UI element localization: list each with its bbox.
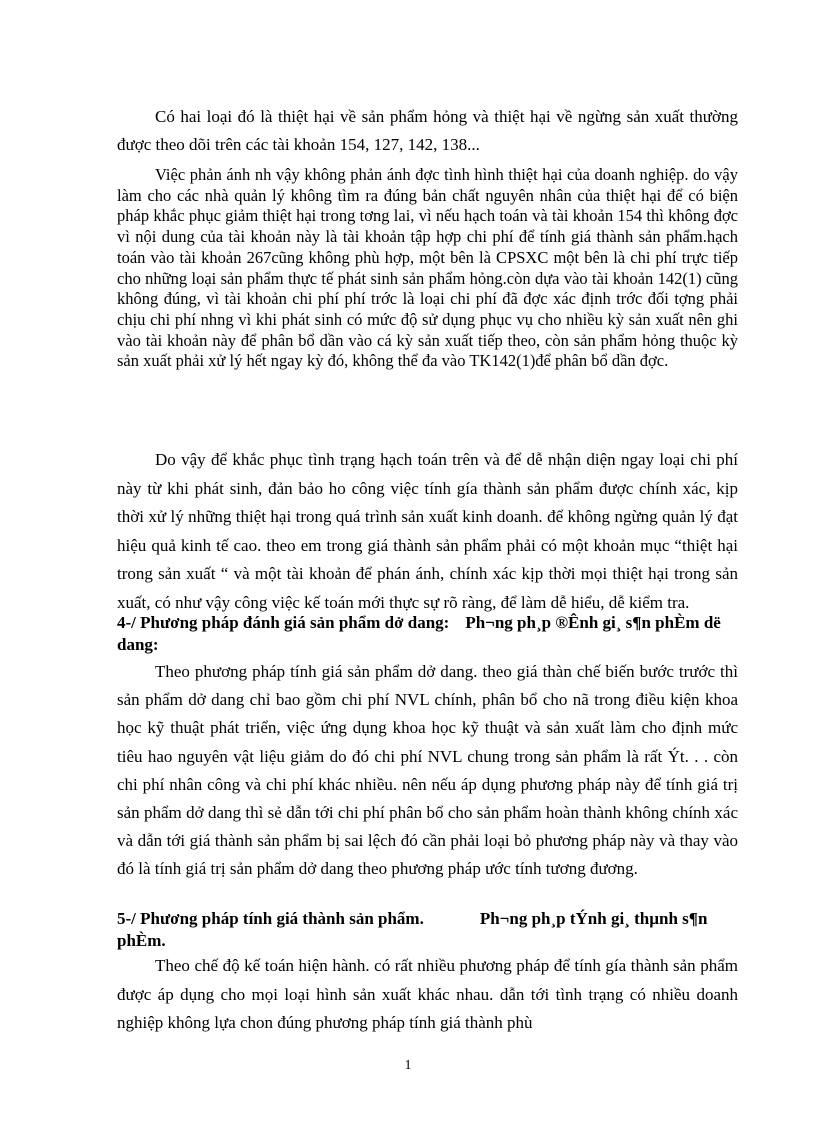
heading-4-garbled: Ph¬ng ph¸p ®Ênh gi¸ s¶n phÈm dë dang: — [117, 613, 721, 654]
paragraph-costing-method: Theo chế độ kế toán hiện hành. có rất nhiều phương pháp để tính gía thành sản phẩm được áp dụng cho mọi loại hình sản xuất khác nhau. dẫn tới tình trạng có nhiều doanh nghiệp không lựa chon đúng phương pháp tính giá thành phù — [117, 956, 738, 1032]
section-heading-4: 4-/ Phương pháp đánh giá sản phẩm dở dang: Ph¬ng ph¸p ®Ênh gi¸ s¶n phÈm dë dang: — [117, 613, 721, 654]
paragraph-wip-valuation: Theo phương pháp tính giá sản phẩm dở dang. theo giá thàn chế biến bước trước thì sản phẩm dở dang chỉ bao gồm chi phí NVL chính, phân bổ cho nã trong điều kiện khoa học kỹ thuật phát triển, việc ứng dụng khoa học kỹ thuật và sản xuất làm cho định mức tiêu hao nguyên vật liệu giảm do đó chi phí NVL chung trong sản phẩm là rất Ýt. . . còn chi phí nhân công và chi phí khác nhiều. nên nếu áp dụng phương pháp này để tính giá trị sản phẩm dở dang thì sẻ dẫn tới chi phí phân bổ cho sản phẩm hoàn thành không chính xác và dẫn tới giá thành sản phẩm bị sai lệch đó cần phải loại bỏ phương pháp này và thay vào đó là tính giá trị sản phẩm dở dang theo phương pháp ước tính tương đương. — [117, 662, 738, 879]
section-heading-5: 5-/ Phương pháp tính giá thành sản phẩm. Ph¬ng ph¸p tÝnh gi¸ thµnh s¶n phÈm. — [117, 909, 708, 950]
heading-5-garbled: Ph¬ng ph¸p tÝnh gi¸ thµnh s¶n phÈm. — [117, 909, 708, 950]
page-number: 1 — [404, 1058, 412, 1073]
paragraph-reflection-issue: Việc phản ánh nh vậy không phản ánh đợc tình hình thiệt hại của doanh nghiệp. do vậy làm cho các nhà quản lý không tìm ra đúng bản chất nguyên nhân của thiệt hại để có biện pháp khắc phục giảm thiệt hại trong tơng lai, vì nếu hạch toán và tài khoản 154 thì không đợc vì nội dung của tài khoản này là tài khoản tập hợp chi phí để tính giá thành sản phẩm.hạch toán vào tài khoản 267cũng không phù hợp, một bên là CPSXC một bên là chi phí trực tiếp cho những loại sản phẩm thực tế phát sinh sản phẩm hỏng.còn dựa vào tài khoản 142(1) cũng không đúng, vì tài khoản chi phí phí trớc là loại chi phí đã đợc xác định trớc đối tợng phải chịu chi phí nhng vì khi phát sinh có mức độ sử dụng phục vụ cho nhiều kỳ sản xuất nên ghi vào tài khoản này để phân bổ dần vào cá kỳ sản xuất tiếp theo, còn sản phẩm hỏng thuộc kỳ sản xuất phải xử lý hết ngay kỳ đó, không thể đa vào TK142(1)để phân bổ dần đợc. — [117, 165, 738, 371]
paragraph-damage-types: Có hai loại đó là thiệt hại về sản phẩm hỏng và thiệt hại về ngừng sản xuất thường được theo dõi trên các tài khoản 154, 127, 142, 138... — [117, 107, 738, 154]
paragraph-remedy: Do vậy để khắc phục tình trạng hạch toán trên và để dễ nhận diện ngay loại chi phí này từ khi phát sinh, đản bảo ho công việc tính gía thành sản phẩm được chính xác, kịp thời xử lý những thiệt hại trong quá trình sản xuất kinh doanh. để không ngừng quản lý đạt hiệu quả kinh tế cao. theo em trong giá thành sản phẩm phải có một khoản mục “thiệt hại trong sản xuất “ và một tài khoản để phán ánh, chính xác kịp thời mọi thiệt hại trong sản xuất, có như vậy công việc kế toán mới thực sự rõ ràng, để làm dễ hiểu, dễ kiểm tra. — [117, 450, 738, 612]
